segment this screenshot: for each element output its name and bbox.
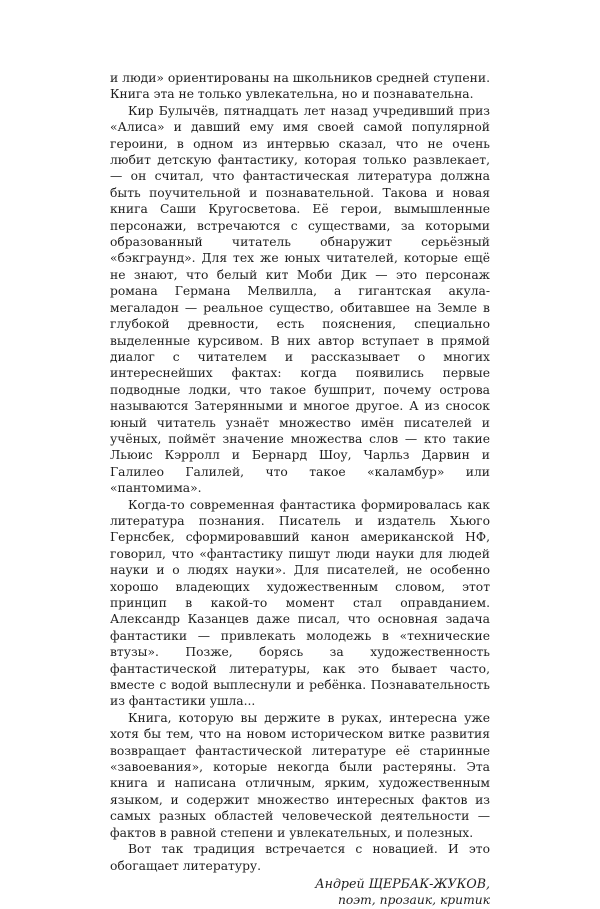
paragraph-this-book: Книга, которую вы держите в руках, интересна уже хотя бы тем, что на новом историческом витке развития возвращает фантастической литературе её старинные «завоевания», которые некогда были растеряны. Эта книга и написана отличным, ярким, художественным языком, и содержит множество интересных фактов из самых разных областей человеческой деятельности — фактов в равной степени и увлекательных, и полезных. [110,710,490,840]
paragraph-tradition: Вот так традиция встречается с новацией. И это обогащает литературу. [110,842,490,873]
paragraph-continuation: и люди» ориентированы на школьников средней ступени. Книга эта не только увлекательна, но и познавательна. [110,71,490,102]
author-role: поэт, прозаик, критик [337,893,490,908]
author-signature [110,876,490,892]
author-first-name: Андрей [315,875,365,891]
paragraph-bulychev: Кир Булычёв, пятнадцать лет назад учредивший приз «Алиса» и давший ему имя своей самой популярной героини, в одном из интервью сказал, что не очень любит детскую фантастику, которая только развлекает, — он считал, что фантастическая литература должна быть поучительной и познавательной. Такова и новая книга Саши Кругосветова. Её герои, вымышленные персонажи, встречаются с существами, за которыми образованный читатель обнаружит серьёзный «бэкграунд». Для тех же юных читателей, которые ещё не знают, что белый кит Моби Дик — это персонаж романа Германа Мелвилла, а гигантская акула-мегаладон — реальное существо, обитавшее на Земле в глубокой древности, есть пояснения, специально выделенные курсивом. В них автор вступает в прямой диалог с читателем и рассказывает о многих интереснейших фактах: когда появились первые подводные лодки, что такое бушприт, почему острова называются Затерянными и многое другое. А из сносок юный читатель узнаёт множество имён писателей и учёных, поймёт значение множества слов — кто такие Льюис Кэрролл и Бернард Шоу, Чарльз Дарвин и Галилео Галилей, что такое «каламбур» или «пантомима». [110,103,490,496]
paragraph-gernsback: Когда-то современная фантастика формировалась как литература познания. Писатель и издатель Хьюго Гернсбек, сформировавший канон американской НФ, говорил, что «фантастику пишут люди науки для людей науки и о людях науки». Для писателей, не особенно хорошо владеющих художественным словом, этот принцип в какой-то момент стал оправданием. Александр Казанцев даже писал, что основная задача фантастики — привлекать молодежь в «технические втузы». Позже, борясь за художественность фантастической литературы, как это бывает часто, вместе с водой выплеснули и ребёнка. Познавательность из фантастики ушла... [110,497,490,709]
book-page [110,70,490,909]
author-last-name: ЩЕРБАК-ЖУКОВ, [368,875,490,891]
